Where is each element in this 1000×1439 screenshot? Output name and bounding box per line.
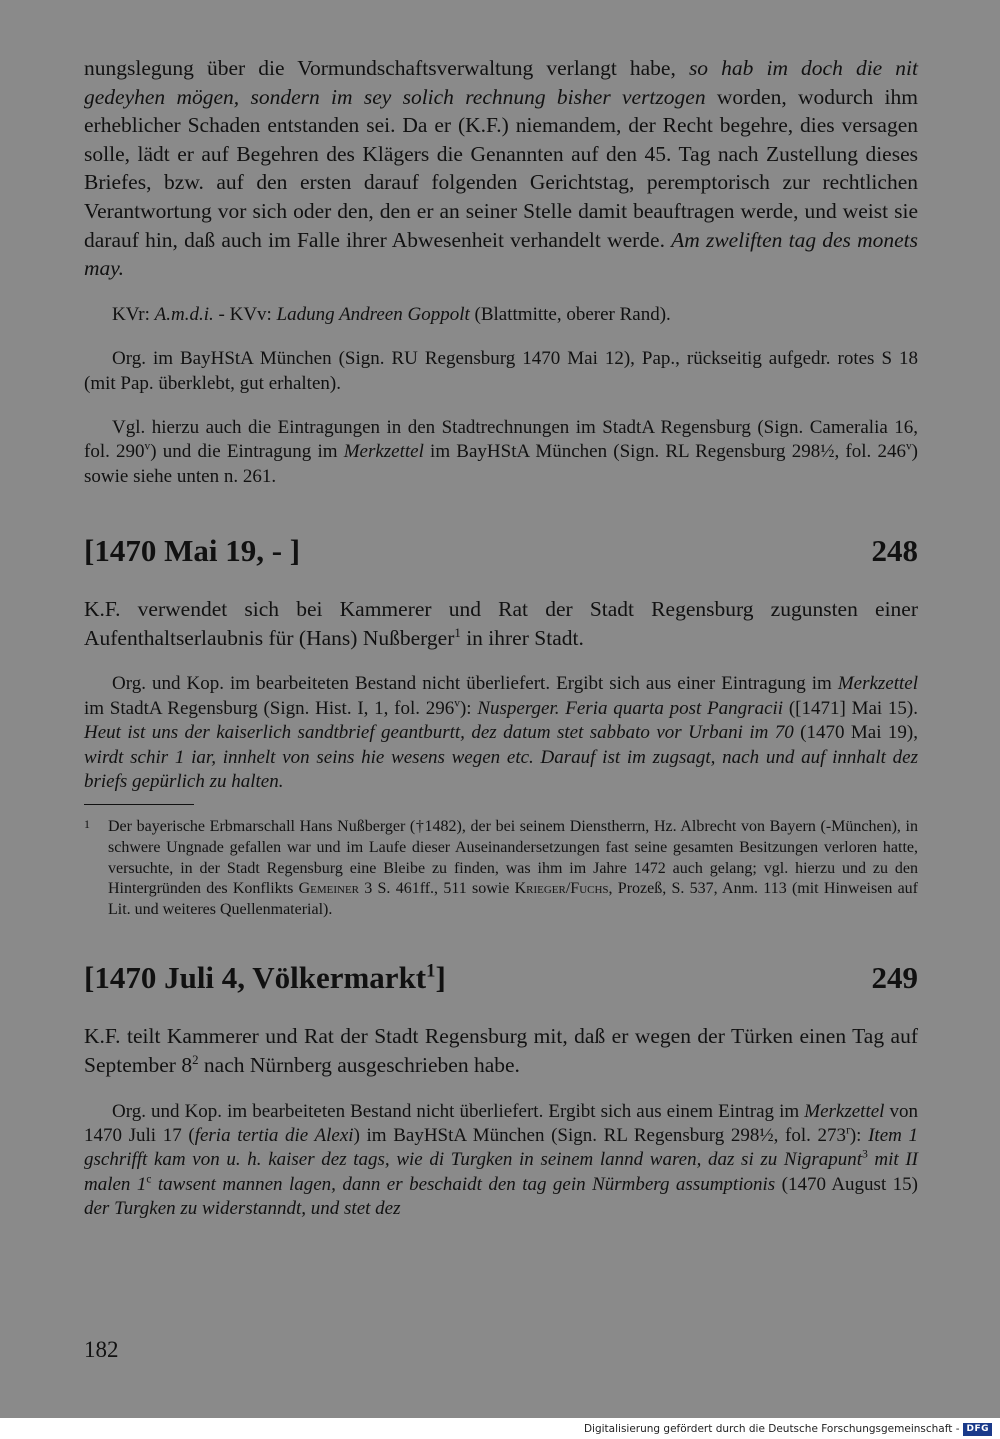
entry-247-summary: nungslegung über die Vormundschaftsverwaltung verlangt habe, so hab im doch die nit gedeyhen mögen, sondern im sey solich rechnung bisher vertzogen worden, wodurch ihm erheblicher Schaden entstanden sei. Da er (K.F.) niemandem, der Recht begehre, dies versagen solle, lädt er auf Begehren des Klägers die Genannten auf den 45. Tag nach Zustellung dieses Briefes, bzw. auf den ersten darauf folgenden Gerichtstag, peremptorisch zur rechtlichen Verantwortung vor sich oder den, den er an seiner Stelle damit beauftragen werde, und weist sie darauf hin, daß auch im Falle ihrer Abwesenheit verhandelt werde. Am zweliften tag des monets may.	[84, 56, 918, 281]
page-number: 182	[84, 1337, 119, 1362]
entry-248-note: Org. und Kop. im bearbeiteten Bestand nicht überliefert. Ergibt sich aus einer Eintragung im Merkzettel im StadtA Regensburg (Sign. Hist. I, 1, fol. 296$^v$): Nusperger. Feria quarta post Pangracii ([1471] Mai 15). Heut ist uns der kaiserlich sandtbrief geantburtt, dez datum stet sabbato vor Urbani im 70 (1470 Mai 19), wirdt schir 1 iar, innhelt von seins hie wesens wegen etc. Darauf ist im zugsagt, nach und auf innhalt dez briefs gepürlich zu halten.	[84, 673, 919, 792]
credit-text: Digitalisierung gefördert durch die Deutsche Forschungsgemeinschaft -	[583, 1423, 960, 1435]
entry-248-number: 248	[871, 533, 918, 569]
footnote-text: Der bayerische Erbmarschall Hans Nußberger (†1482), der bei seinem Dienstherrn, Hz. Albrecht von Bayern (-München), in schwere Ungnade gefallen war und im Laufe dieser Auseinandersetzungen fast seine gesamten Besitzungen verloren hatte, versuchte, in der Stadt Regensburg eine Bleibe zu finden, was ihm im Jahre 1472 auch gelang; vgl. hierzu und zu den Hintergründen des Konflikts Gemeiner 3 S. 461ff., 511 sowie Krieger/Fuchs, Prozeß, S. 537, Anm. 113 (mit Hinweisen auf Lit. und weiteres Quellenmaterial).	[108, 818, 919, 918]
entry-249-summary: K.F. teilt Kammerer und Rat der Stadt Regensburg mit, daß er wegen der Türken einen Tag auf September $8^2$ nach Nürnberg ausgeschrieben habe.	[84, 1024, 918, 1077]
dfg-logo-icon: DFG	[963, 1423, 992, 1436]
entry-249-date: [1470 Juli 4, Völkermarkt$^1$]	[84, 960, 446, 996]
page-body	[84, 54, 918, 1222]
footnote-divider	[84, 804, 194, 805]
entry-247-original: Org. im BayHStA München (Sign. RU Regensburg 1470 Mai 12), Pap., rückseitig aufgedr. rotes S 18 (mit Pap. überklebt, gut erhalten).	[84, 348, 918, 394]
entry-247-reference: Vgl. hierzu auch die Eintragungen in den Stadtrechnungen im StadtA Regensburg (Sign. Cameralia 16, fol. 290$^v$) und die Eintragung im Merkzettel im BayHStA München (Sign. RL Regensburg 298½, fol. 246$^v$) sowie siehe unten n. 261.	[84, 416, 918, 487]
entry-248-date: [1470 Mai 19, - ]	[84, 533, 301, 569]
entry-248-summary: K.F. verwendet sich bei Kammerer und Rat der Stadt Regensburg zugunsten einer Aufenthaltserlaubnis für (Hans) Nußberger$^1$ in ihrer Stadt.	[84, 597, 918, 650]
entry-248-heading	[84, 533, 918, 569]
digitization-credit	[584, 1422, 992, 1436]
footnote-number: 1	[84, 817, 90, 832]
footnote-248-1	[84, 817, 918, 920]
entry-249-note: Org. und Kop. im bearbeiteten Bestand nicht überliefert. Ergibt sich aus einem Eintrag im Merkzettel von 1470 Juli 17 (feria tertia die Alexi) im BayHStA München (Sign. RL Regensburg 298½, fol. 273$^r$): Item 1 gschrifft kam von u. h. kaiser dez tags, wie di Turgken in seinem lannd waren, daz si zu Nigrapunt$^3$ mit II malen 1$^c$ tawsent mannen lagen, dann er beschaidt den tag gein Nürmberg assumptionis (1470 August 15) der Turgken zu widerstanndt, und stet dez	[84, 1100, 919, 1220]
entry-247-endorsement: KVr: A.m.d.i. - KVv: Ladung Andreen Goppolt (Blattmitte, oberer Rand).	[112, 303, 671, 325]
entry-249-number: 249	[871, 960, 918, 996]
entry-249-heading	[84, 960, 918, 996]
